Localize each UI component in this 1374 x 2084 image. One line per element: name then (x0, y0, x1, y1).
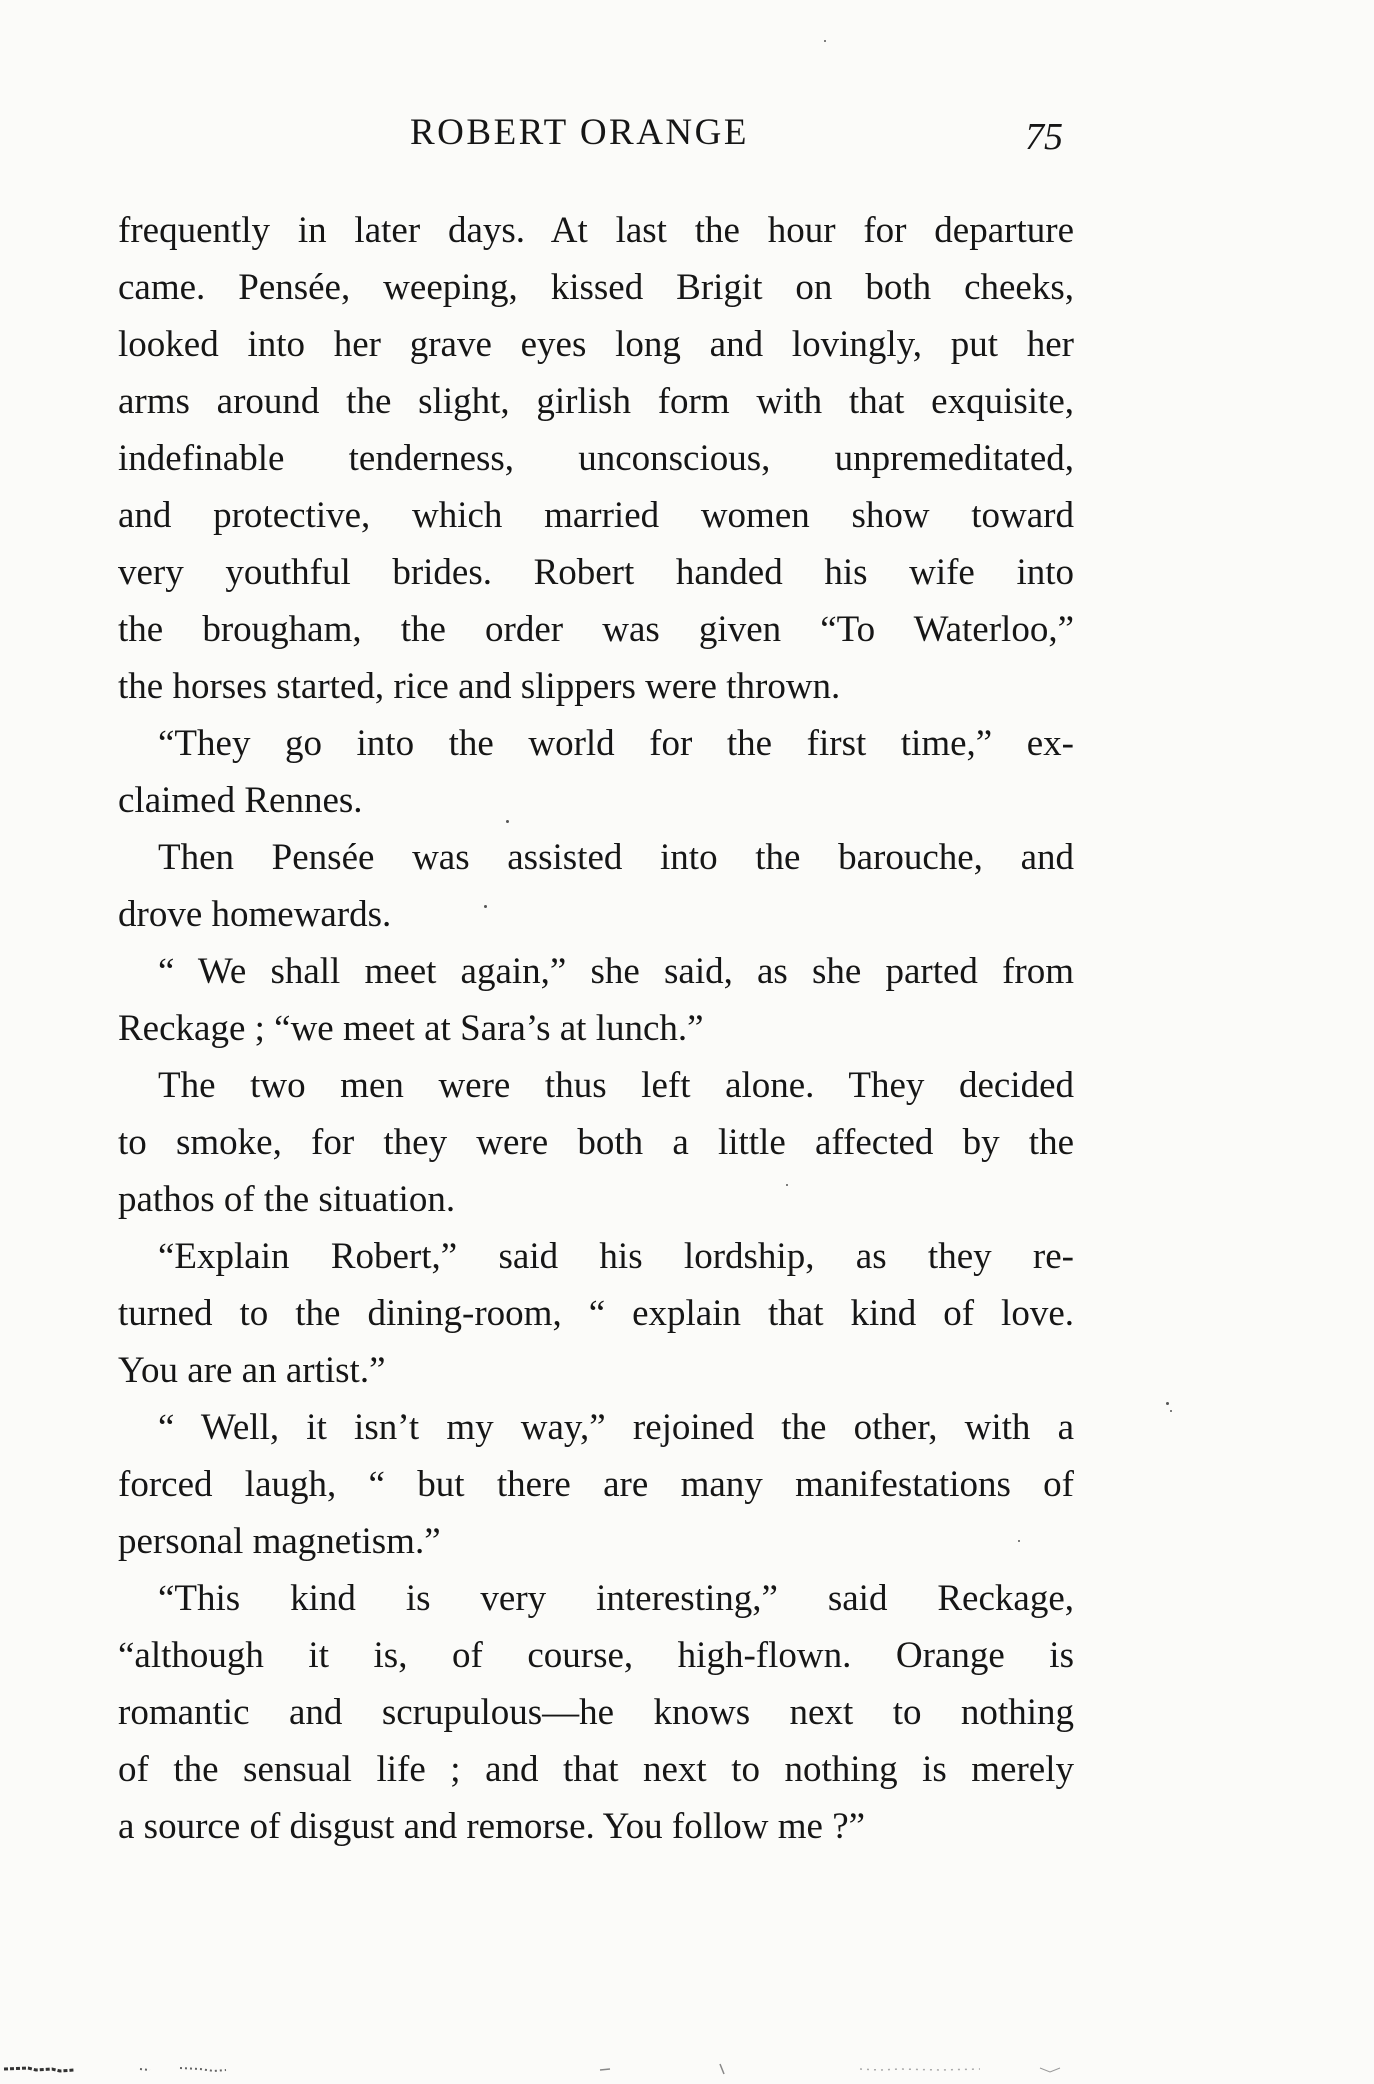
text-line: “This kind is very interesting,” said Reckage, (158, 1578, 1074, 1619)
body-text (118, 202, 1074, 1855)
text-line: and protective, which married women show toward (118, 495, 1074, 536)
text-line: pathos of the situation. (118, 1179, 456, 1220)
scan-bottom-marks (0, 2060, 1374, 2076)
scan-speck (506, 820, 509, 823)
text-line: the horses started, rice and slippers were thrown. (118, 666, 841, 707)
text-line: of the sensual life ; and that next to nothing is merely (118, 1749, 1074, 1790)
text-line: arms around the slight, girlish form with that exquisite, (118, 381, 1074, 422)
text-line: indefinable tenderness, unconscious, unpremeditated, (118, 438, 1074, 479)
scan-speck (1018, 1540, 1020, 1542)
text-line: romantic and scrupulous—he knows next to nothing (118, 1692, 1074, 1733)
scan-speck (824, 40, 826, 42)
text-line: forced laugh, “ but there are many manifestations of (118, 1464, 1074, 1505)
text-line: The two men were thus left alone. They decided (158, 1065, 1074, 1106)
text-line: “They go into the world for the first time,” ex- (158, 723, 1074, 764)
scan-speck (1170, 1410, 1172, 1412)
text-line: You are an artist.” (118, 1350, 386, 1391)
text-line: came. Pensée, weeping, kissed Brigit on both cheeks, (118, 267, 1074, 308)
text-line: very youthful brides. Robert handed his wife into (118, 552, 1074, 593)
page-number: 75 (1025, 116, 1063, 158)
scan-speck (484, 905, 487, 908)
text-line: “although it is, of course, high-flown. Orange is (118, 1635, 1074, 1676)
text-line: Reckage ; “we meet at Sara’s at lunch.” (118, 1008, 704, 1049)
text-line: a source of disgust and remorse. You follow me ?” (118, 1806, 866, 1847)
scan-speck (1166, 1402, 1169, 1405)
running-title: ROBERT ORANGE (410, 112, 749, 153)
text-line: “ We shall meet again,” she said, as she parted from (158, 951, 1074, 992)
text-line: “Explain Robert,” said his lordship, as they re- (158, 1236, 1074, 1277)
text-line: the brougham, the order was given “To Waterloo,” (118, 609, 1074, 650)
text-line: claimed Rennes. (118, 780, 363, 821)
text-line: personal magnetism.” (118, 1521, 441, 1562)
scan-speck (786, 1184, 788, 1186)
text-line: to smoke, for they were both a little affected by the (118, 1122, 1074, 1163)
running-head (0, 108, 1374, 158)
text-line: drove homewards. (118, 894, 392, 935)
text-line: frequently in later days. At last the hour for departure (118, 210, 1074, 251)
text-line: turned to the dining-room, “ explain that kind of love. (118, 1293, 1074, 1334)
text-line: “ Well, it isn’t my way,” rejoined the other, with a (158, 1407, 1074, 1448)
text-line: Then Pensée was assisted into the barouche, and (158, 837, 1074, 878)
text-line: looked into her grave eyes long and lovingly, put her (118, 324, 1074, 365)
